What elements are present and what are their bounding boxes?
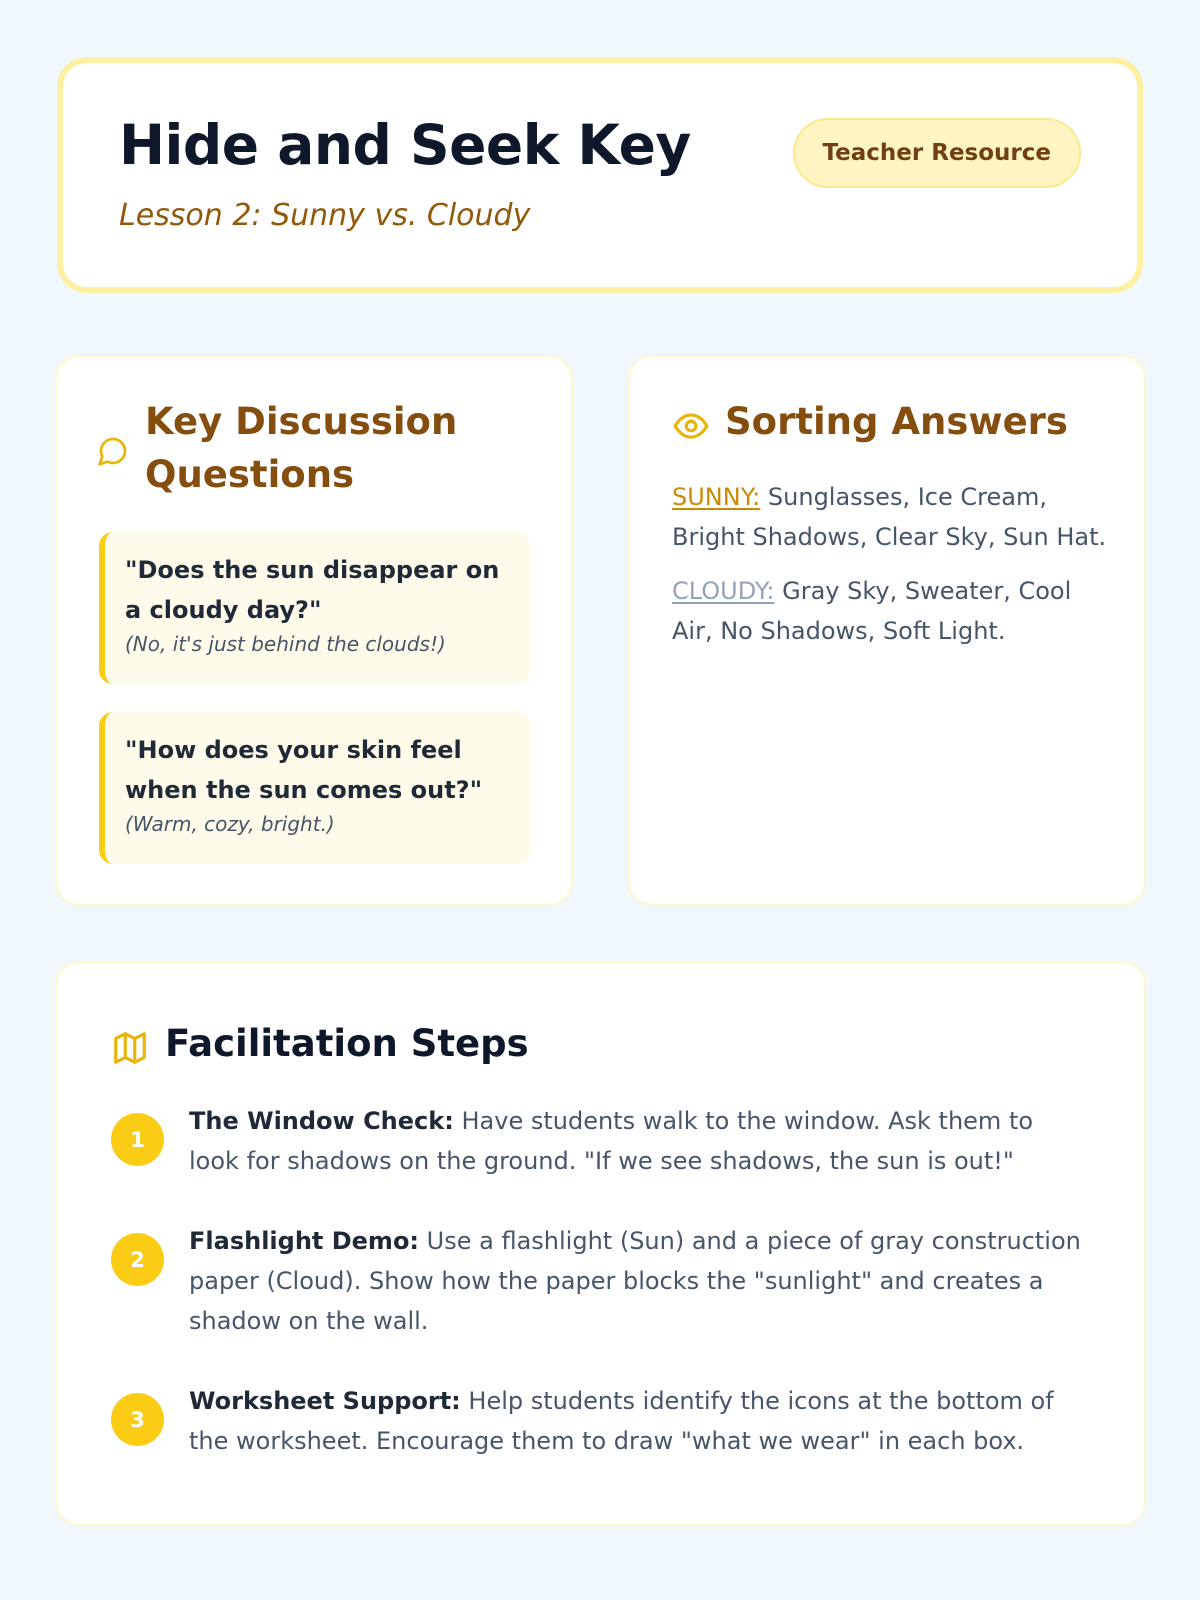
step-number-badge: 3 (111, 1393, 164, 1446)
step-text (189, 1221, 1089, 1341)
sunny-label: SUNNY: (672, 483, 761, 511)
step-title: Flashlight Demo: (189, 1227, 420, 1255)
eye-icon (672, 407, 710, 445)
question-answer: (Warm, cozy, bright.) (125, 812, 335, 836)
question-item (99, 712, 531, 864)
chat-bubble-icon (97, 435, 129, 467)
question-text: "How does your skin feel when the sun comes out?" (125, 736, 483, 804)
discussion-questions-heading: Key Discussion Questions (145, 400, 458, 496)
header-card (57, 57, 1143, 293)
teacher-resource-badge: Teacher Resource (793, 118, 1081, 188)
step-text (189, 1381, 1089, 1461)
map-icon (111, 1029, 149, 1067)
question-answer: (No, it's just behind the clouds!) (125, 632, 446, 656)
cloudy-items: Gray Sky, Sweater, Cool Air, No Shadows, Soft Light. (672, 577, 1072, 645)
sunny-items: Sunglasses, Ice Cream, Bright Shadows, Clear Sky, Sun Hat. (672, 483, 1107, 551)
step-number-badge: 1 (111, 1113, 164, 1166)
cloudy-answers (672, 571, 1112, 651)
question-item (99, 532, 531, 684)
sunny-answers (672, 477, 1112, 557)
page-title: Hide and Seek Key (119, 113, 691, 177)
step-description: Have students walk to the window. Ask them to look for shadows on the ground. "If we see shadows, the sun is out!" (189, 1107, 1034, 1175)
cloudy-label: CLOUDY: (672, 577, 775, 605)
discussion-questions-card (55, 355, 573, 906)
sorting-answers-heading: Sorting Answers (725, 400, 1068, 443)
step-number-badge: 2 (111, 1233, 164, 1286)
sorting-answers-card (628, 355, 1146, 906)
step-title: Worksheet Support: (189, 1387, 461, 1415)
step-text (189, 1101, 1089, 1181)
step-title: The Window Check: (189, 1107, 454, 1135)
step-description: Help students identify the icons at the bottom of the worksheet. Encourage them to draw "what we wear" in each box. (189, 1387, 1054, 1455)
facilitation-steps-card (55, 961, 1146, 1526)
facilitation-steps-heading: Facilitation Steps (165, 1022, 529, 1065)
step-description: Use a flashlight (Sun) and a piece of gray construction paper (Cloud). Show how the paper blocks the "sunlight" and creates a shadow on the wall. (189, 1227, 1081, 1335)
page-subtitle: Lesson 2: Sunny vs. Cloudy (119, 198, 531, 233)
question-text: "Does the sun disappear on a cloudy day?" (125, 556, 500, 624)
